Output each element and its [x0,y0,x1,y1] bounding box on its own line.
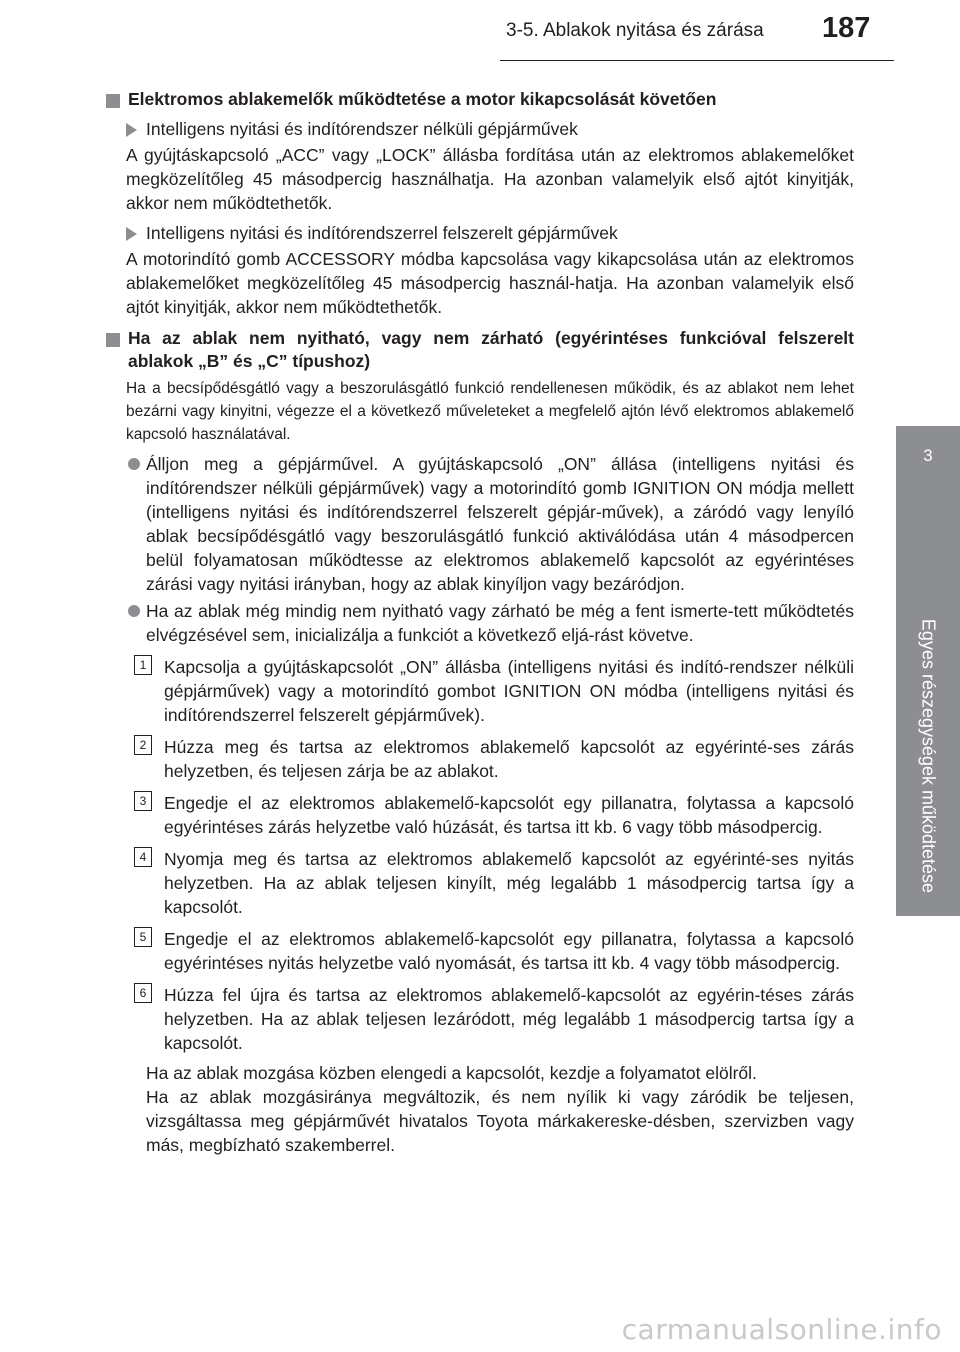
step-number-badge: 3 [134,791,152,811]
site-watermark: carmanualsonline.info [621,1313,942,1346]
round-bullet-icon [128,605,140,617]
step-item [139,791,854,839]
section-heading-text: Elektromos ablakemelők működtetése a motor kikapcsolását követően [128,89,717,109]
step-text: Engedje el az elektromos ablakemelő-kapcsolót egy pillanatra, folytassa a kapcsoló egyérintéses zárás helyzetbe való húzását, és tartsa itt kb. 6 vagy több másodpercig. [164,793,854,837]
paragraph: A gyújtáskapcsoló „ACC” vagy „LOCK” állásba fordítása után az elektromos ablakemelőket megközelítőleg 45 másodpercig használhatja. Ha azonban valamelyik első ajtót kinyitják, akkor nem működtethetők. [126,145,854,213]
subsection-heading [126,222,854,245]
step-text: Húzza fel újra és tartsa az elektromos ablakemelő-kapcsolót az egyérin-téses zárás helyzetben. Ha az ablak teljesen lezáródott, még legalább 1 másodpercig tartsa így a kapcsolót. [164,985,854,1053]
section-heading-text: Ha az ablak nem nyitható, vagy nem zárható (egyérintéses funkcióval felszerelt ablakok „B” és „C” típushoz) [128,328,854,371]
step-text: Nyomja meg és tartsa az elektromos ablakemelő kapcsolót az egyérinté-ses nyitás helyzetben. Ha az ablak teljesen kinyílt, még legalább 1 másodpercig tartsa így a kapcsolót. [164,849,854,917]
subsection-heading [126,118,854,141]
step-number-badge: 2 [134,735,152,755]
section-title-header: 3-5. Ablakok nyitása és zárása [506,20,764,41]
triangle-bullet-icon [126,123,137,137]
square-bullet-icon [106,94,120,108]
step-number-badge: 1 [134,655,152,675]
page-header [0,0,960,64]
page-number: 187 [822,12,871,44]
step-item [139,735,854,783]
subsection-heading-text: Intelligens nyitási és indítórendszer nélküli gépjárművek [146,119,578,139]
section-heading [106,327,854,373]
closing-paragraph: Ha az ablak mozgása közben elengedi a kapcsolót, kezdje a folyamatot elölről. [146,1063,757,1083]
round-bullet-icon [128,458,140,470]
step-text: Húzza meg és tartsa az elektromos ablakemelő kapcsolót az egyérinté-ses zárás helyzetben, és teljesen zárja be az ablakot. [164,737,854,781]
paragraph: A motorindító gomb ACCESSORY módba kapcsolása vagy kikapcsolása után az elektromos ablakemelőket megközelítőleg 45 másodpercig használ-hatja. Ha azonban valamelyik első ajtót kinyitják, akkor nem működtethetők. [126,249,854,317]
section-heading [106,88,854,111]
closing-paragraph: Ha az ablak mozgásiránya megváltozik, és nem nyílik ki vagy záródik be teljesen, vizsgáltassa meg gépjárművét hivatalos Toyota márkakereske-désben, szervizben vagy más, megbízható szakemberrel. [146,1087,854,1155]
square-bullet-icon [106,333,120,347]
chapter-number: 3 [923,446,933,465]
chapter-side-tab [896,426,960,916]
step-text: Engedje el az elektromos ablakemelő-kapcsolót egy pillanatra, folytassa a kapcsoló egyérintéses nyitás helyzetbe való nyomását, és tartsa itt kb. 4 vagy több másodpercig. [164,929,854,973]
step-number-badge: 6 [134,983,152,1003]
step-text: Kapcsolja a gyújtáskapcsolót „ON” állásba (intelligens nyitási és indító-rendszer nélküli gépjárművek) vagy a motorindító gombot IGNITION ON módba (intelligens nyitási és indítórendszerrel felszerelt gépjárművek). [164,657,854,725]
subsection-heading-text: Intelligens nyitási és indítórendszerrel felszerelt gépjárművek [146,223,618,243]
step-item [139,927,854,975]
bullet-text: Álljon meg a gépjárművel. A gyújtáskapcsoló „ON” állása (intelligens nyitási és indítórendszer nélküli gépjárművek) vagy a motorindító gomb IGNITION ON módja mellett (intelligens nyitási és indítórendszerrel felszerelt gépjár-művek), a záródó vagy lenyíló ablak becsípődésgátló vagy beszorulásgátló funkció aktiválódása után 4 másodpercen belül folyamatosan működtesse az elektromos ablakemelő kapcsolót az egyérintéses zárási vagy nyitási irányban, hogy az ablak kinyíljon vagy bezáródjon. [146,454,854,594]
bullet-item [146,452,854,596]
chapter-label: Egyes részegységek működtetése [918,618,939,894]
step-number-badge: 4 [134,847,152,867]
step-item [139,847,854,919]
header-divider [500,60,894,61]
bullet-text: Ha az ablak még mindig nem nyitható vagy zárható be még a fent ismerte-tett működtetés elvégzésével sem, inicializálja a funkciót a következő eljá-rást követve. [146,601,854,645]
page-content [106,88,854,1157]
triangle-bullet-icon [126,227,137,241]
step-item [139,983,854,1055]
bullet-item [146,599,854,647]
step-item [139,655,854,727]
step-number-badge: 5 [134,927,152,947]
intro-paragraph: Ha a becsípődésgátló vagy a beszorulásgátló funkció rendellenesen működik, és az ablakot nem lehet bezárni vagy kinyitni, végezze el a következő műveleteket a megfelelő ajtón lévő elektromos ablakemelő kapcsoló használatával. [126,380,854,443]
